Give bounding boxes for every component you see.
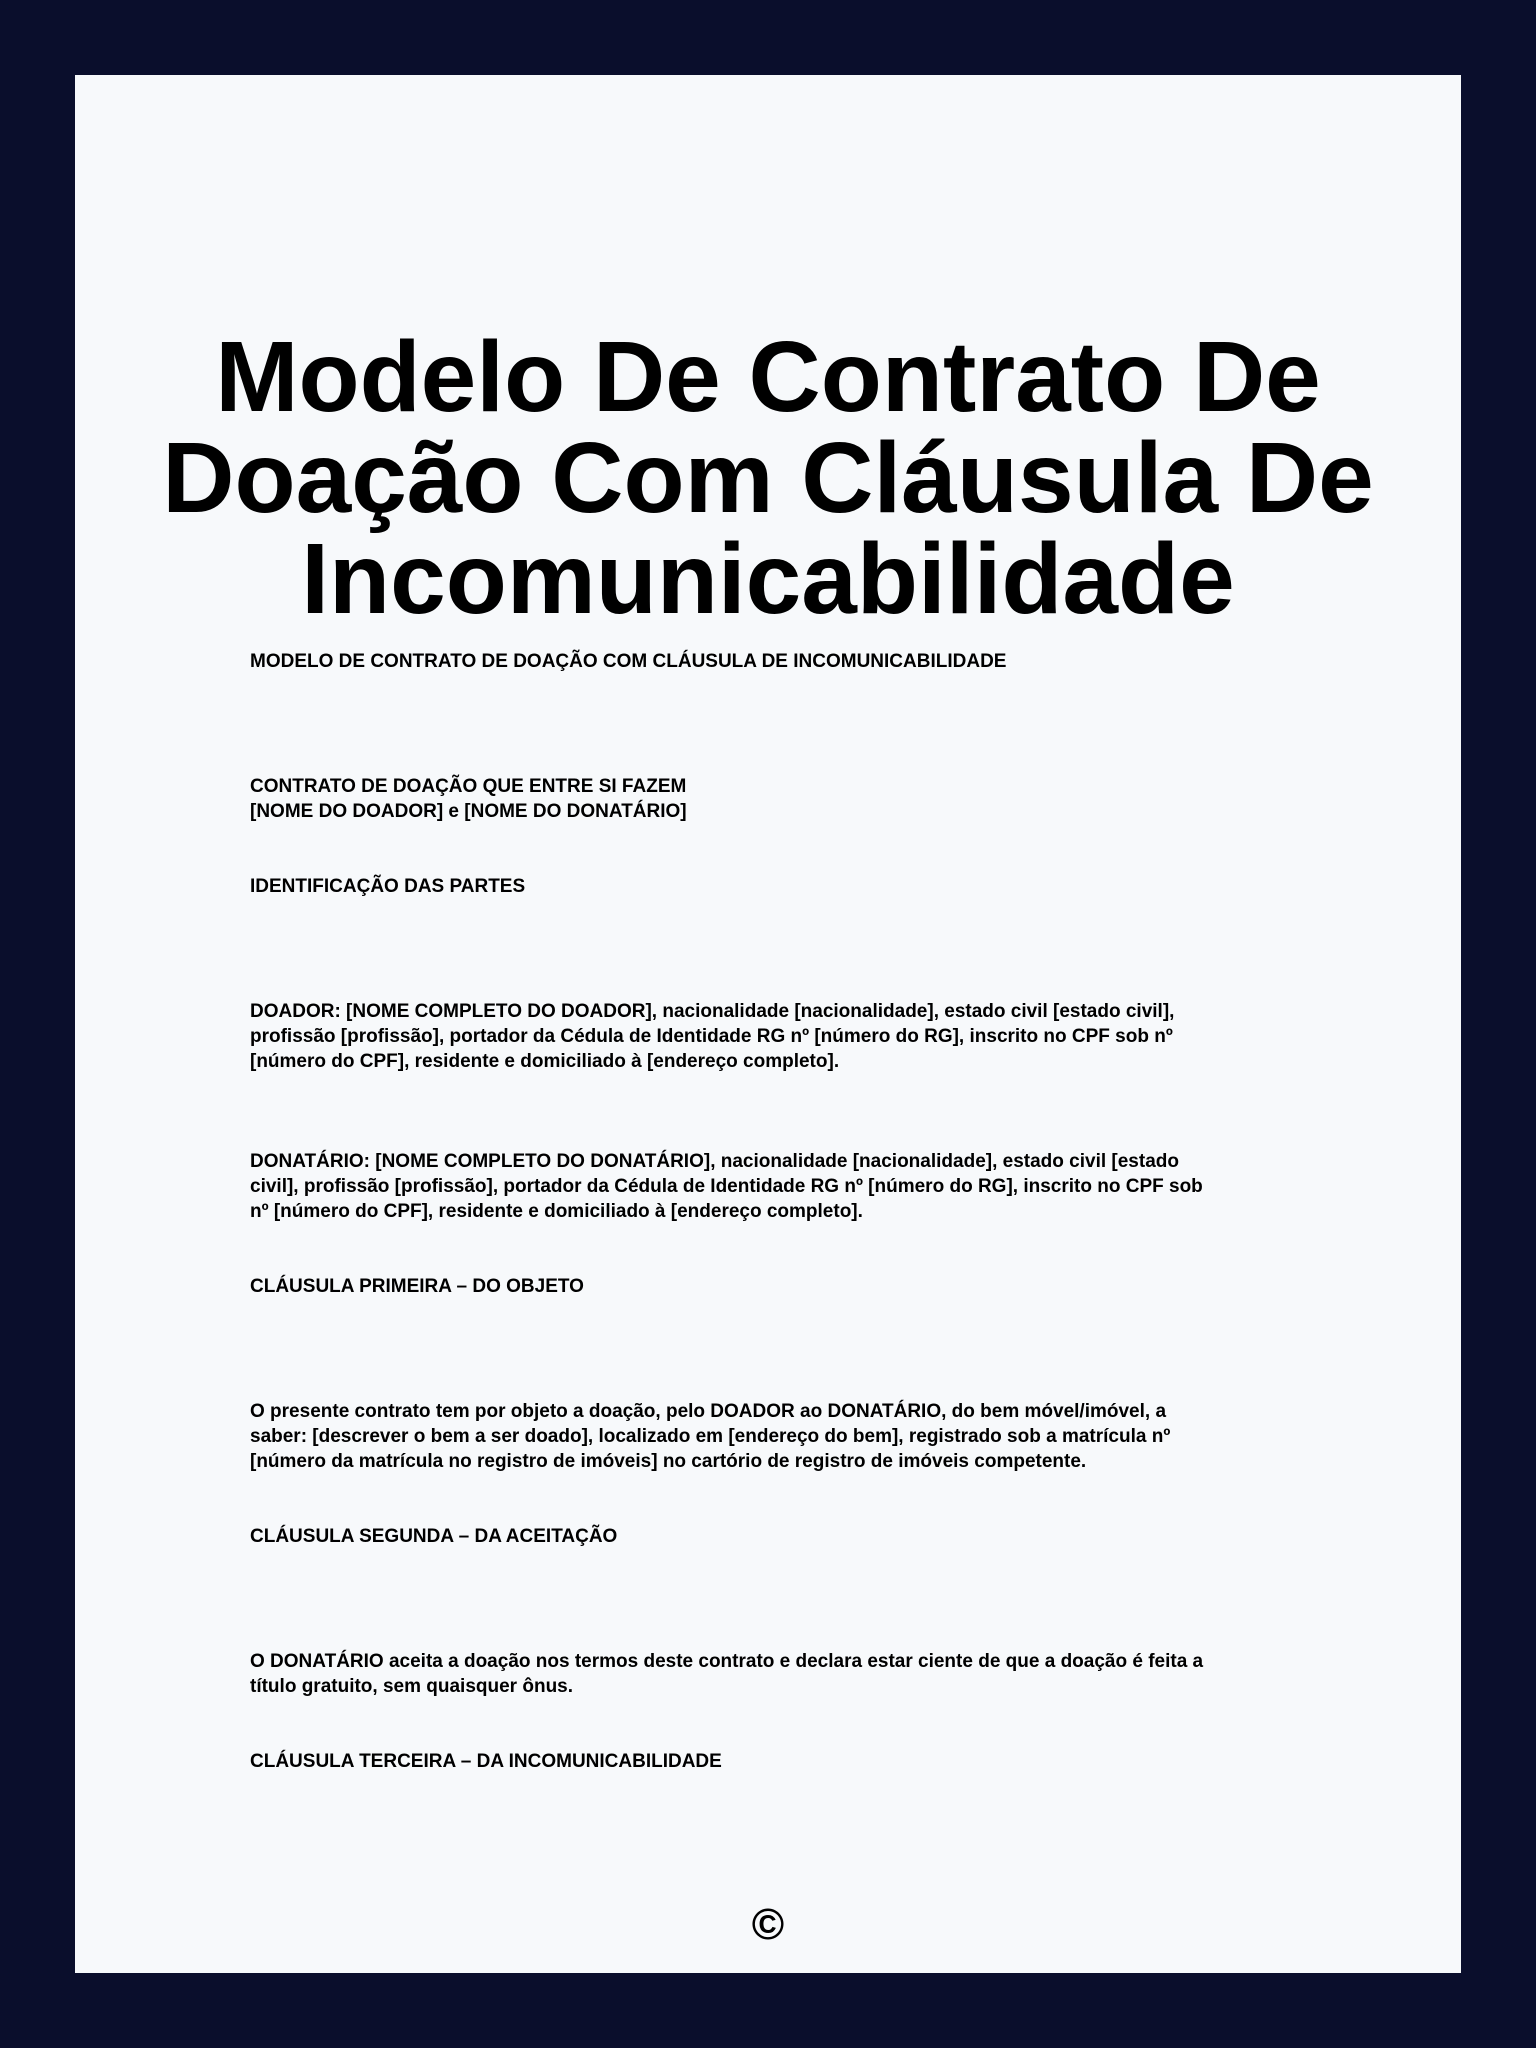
title-line: Doação Com Cláusula De — [162, 422, 1374, 534]
clause2-line: título gratuito, sem quaisquer ônus. — [250, 1676, 574, 1697]
donatario-line: nº [número do CPF], residente e domiciliado à [endereço completo]. — [250, 1201, 863, 1222]
clause3-heading-text: CLÁUSULA TERCEIRA – DA INCOMUNICABILIDADE — [250, 1751, 722, 1772]
clause2-line: O DONATÁRIO aceita a doação nos termos deste contrato e declara estar ciente de que a doação é feita a — [250, 1651, 1204, 1672]
clause2-heading-text: CLÁUSULA SEGUNDA – DA ACEITAÇÃO — [250, 1526, 618, 1547]
contract-heading-text: MODELO DE CONTRATO DE DOAÇÃO COM CLÁUSULA DE INCOMUNICABILIDADE — [250, 651, 1007, 672]
document-title — [75, 321, 1461, 635]
donatario-line: DONATÁRIO: [NOME COMPLETO DO DONATÁRIO], nacionalidade [nacionalidade], estado civil [estado — [250, 1151, 1179, 1172]
title-line: Modelo De Contrato De — [215, 321, 1321, 433]
doador-line: [número do CPF], residente e domiciliado à [endereço completo]. — [250, 1051, 840, 1072]
clause1-line: saber: [descrever o bem a ser doado], localizado em [endereço do bem], registrado sob a matrícula nº — [250, 1426, 1171, 1447]
donatario-paragraph — [250, 1149, 1270, 1224]
doador-line: DOADOR: [NOME COMPLETO DO DOADOR], nacionalidade [nacionalidade], estado civil [estado civil], — [250, 1001, 1175, 1022]
clause3-heading — [250, 1749, 1270, 1774]
clause1-heading-text: CLÁUSULA PRIMEIRA – DO OBJETO — [250, 1276, 584, 1297]
title-line: Incomunicabilidade — [301, 523, 1235, 635]
subtitle-line: [NOME DO DOADOR] e [NOME DO DONATÁRIO] — [250, 801, 687, 822]
doador-paragraph — [250, 999, 1270, 1074]
document-page — [75, 75, 1461, 1973]
contract-heading — [250, 649, 1270, 674]
donatario-line: civil], profissão [profissão], portador da Cédula de Identidade RG nº [número do RG], inscrito no CPF sob — [250, 1176, 1203, 1197]
subtitle-line: CONTRATO DE DOAÇÃO QUE ENTRE SI FAZEM — [250, 776, 687, 797]
clause2-paragraph — [250, 1649, 1270, 1699]
clause1-line: [número da matrícula no registro de imóveis] no cartório de registro de imóveis competente. — [250, 1451, 1087, 1472]
clause1-paragraph — [250, 1399, 1270, 1474]
parties-heading — [250, 874, 1270, 899]
clause2-heading — [250, 1524, 1270, 1549]
contract-subtitle — [250, 774, 1270, 824]
clause1-line: O presente contrato tem por objeto a doação, pelo DOADOR ao DONATÁRIO, do bem móvel/imóvel, a — [250, 1401, 1167, 1422]
parties-heading-text: IDENTIFICAÇÃO DAS PARTES — [250, 876, 526, 897]
clause1-heading — [250, 1274, 1270, 1299]
doador-line: profissão [profissão], portador da Cédula de Identidade RG nº [número do RG], inscrito no CPF sob nº — [250, 1026, 1173, 1047]
copyright-icon: © — [751, 1900, 785, 1949]
